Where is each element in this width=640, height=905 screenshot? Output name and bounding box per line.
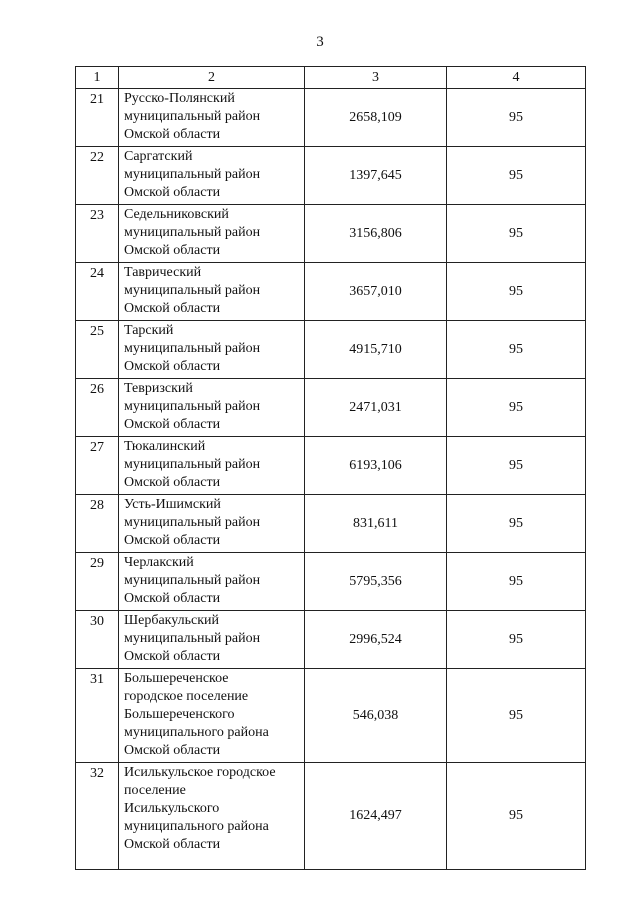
name-line: Таврический xyxy=(124,265,202,280)
name-line: Омской области xyxy=(124,591,221,606)
name-line: муниципальный район xyxy=(124,399,261,414)
amount-cell: 1397,645 xyxy=(305,147,447,205)
table-row xyxy=(76,205,586,263)
name-line: Тюкалинский xyxy=(124,439,206,454)
name-line: Омской области xyxy=(124,533,221,548)
name-line: Тевризский xyxy=(124,381,193,396)
name-line: муниципального района xyxy=(124,725,269,740)
amount-cell: 1624,497 xyxy=(305,763,447,870)
name-line: Шербакульский xyxy=(124,613,220,628)
name-line: Большереченское xyxy=(124,671,229,686)
name-line: муниципальный район xyxy=(124,225,261,240)
amount-cell: 546,038 xyxy=(305,669,447,763)
row-number: 21 xyxy=(76,89,119,147)
municipality-name xyxy=(119,553,305,611)
municipality-name xyxy=(119,669,305,763)
table-row xyxy=(76,321,586,379)
table-row xyxy=(76,379,586,437)
row-number: 26 xyxy=(76,379,119,437)
name-line: муниципальный район xyxy=(124,457,261,472)
percent-cell: 95 xyxy=(447,495,586,553)
name-line: Саргатский xyxy=(124,149,193,164)
name-line: Омской области xyxy=(124,417,221,432)
amount-cell: 831,611 xyxy=(305,495,447,553)
percent-cell: 95 xyxy=(447,611,586,669)
name-line: Омской области xyxy=(124,837,221,852)
table-header-row xyxy=(76,67,586,89)
municipality-name xyxy=(119,147,305,205)
name-line: Омской области xyxy=(124,743,221,758)
municipality-name xyxy=(119,763,305,870)
name-line: Омской области xyxy=(124,359,221,374)
table-row xyxy=(76,263,586,321)
row-number: 23 xyxy=(76,205,119,263)
amount-cell: 5795,356 xyxy=(305,553,447,611)
percent-cell: 95 xyxy=(447,321,586,379)
row-number: 31 xyxy=(76,669,119,763)
row-number: 25 xyxy=(76,321,119,379)
name-line: Черлакский xyxy=(124,555,194,570)
percent-cell: 95 xyxy=(447,437,586,495)
name-line: Русско-Полянский xyxy=(124,91,235,106)
municipality-name xyxy=(119,321,305,379)
name-line: Исилькульского xyxy=(124,801,220,816)
column-header: 3 xyxy=(305,67,447,89)
row-number: 24 xyxy=(76,263,119,321)
name-line: Омской области xyxy=(124,649,221,664)
percent-cell: 95 xyxy=(447,263,586,321)
name-line: муниципальный район xyxy=(124,573,261,588)
row-number: 28 xyxy=(76,495,119,553)
name-line: Седельниковский xyxy=(124,207,229,222)
amount-cell: 3156,806 xyxy=(305,205,447,263)
row-number: 22 xyxy=(76,147,119,205)
table-row xyxy=(76,669,586,763)
row-number: 27 xyxy=(76,437,119,495)
name-line: муниципального района xyxy=(124,819,269,834)
percent-cell: 95 xyxy=(447,205,586,263)
name-line: Омской области xyxy=(124,243,221,258)
municipality-name xyxy=(119,495,305,553)
amount-cell: 6193,106 xyxy=(305,437,447,495)
row-number: 29 xyxy=(76,553,119,611)
municipality-name xyxy=(119,263,305,321)
amount-cell: 4915,710 xyxy=(305,321,447,379)
column-header: 1 xyxy=(76,67,119,89)
percent-cell: 95 xyxy=(447,669,586,763)
name-line: Омской области xyxy=(124,185,221,200)
column-header: 4 xyxy=(447,67,586,89)
row-number: 30 xyxy=(76,611,119,669)
name-line: муниципальный район xyxy=(124,341,261,356)
name-line: муниципальный район xyxy=(124,631,261,646)
row-number: 32 xyxy=(76,763,119,870)
table-row xyxy=(76,611,586,669)
municipality-name xyxy=(119,437,305,495)
table-row xyxy=(76,437,586,495)
name-line: Усть-Ишимский xyxy=(124,497,221,512)
municipality-name xyxy=(119,89,305,147)
percent-cell: 95 xyxy=(447,147,586,205)
name-line: Тарский xyxy=(124,323,174,338)
amount-cell: 2658,109 xyxy=(305,89,447,147)
amount-cell: 2471,031 xyxy=(305,379,447,437)
amount-cell: 2996,524 xyxy=(305,611,447,669)
name-line: муниципальный район xyxy=(124,283,261,298)
name-line: Омской области xyxy=(124,127,221,142)
table-row xyxy=(76,147,586,205)
name-line: городское поселение xyxy=(124,689,249,704)
amount-cell: 3657,010 xyxy=(305,263,447,321)
percent-cell: 95 xyxy=(447,553,586,611)
name-line: Большереченского xyxy=(124,707,235,722)
name-line: муниципальный район xyxy=(124,515,261,530)
name-line: муниципальный район xyxy=(124,109,261,124)
name-line: Исилькульское городское xyxy=(124,765,276,780)
table-row xyxy=(76,553,586,611)
table-row xyxy=(76,89,586,147)
column-header: 2 xyxy=(119,67,305,89)
percent-cell: 95 xyxy=(447,379,586,437)
name-line: Омской области xyxy=(124,475,221,490)
table-row xyxy=(76,495,586,553)
allocation-table xyxy=(75,66,586,870)
municipality-name xyxy=(119,205,305,263)
page-number: 3 xyxy=(316,34,324,50)
percent-cell: 95 xyxy=(447,763,586,870)
name-line: муниципальный район xyxy=(124,167,261,182)
municipality-name xyxy=(119,379,305,437)
name-line: Омской области xyxy=(124,301,221,316)
table-row xyxy=(76,763,586,870)
municipality-name xyxy=(119,611,305,669)
name-line: поселение xyxy=(124,783,186,798)
percent-cell: 95 xyxy=(447,89,586,147)
